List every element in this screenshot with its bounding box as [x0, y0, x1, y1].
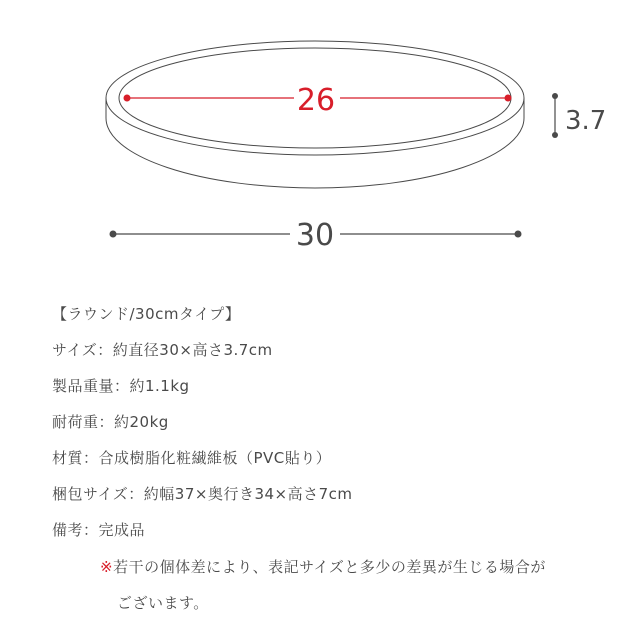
outer-diameter-left-dot	[110, 231, 117, 238]
height-dimension	[552, 93, 606, 138]
note-line-2: ございます。	[117, 594, 209, 612]
outer-diameter-dimension	[110, 218, 522, 253]
outer-diameter-label: 30	[295, 218, 335, 253]
spec-list	[52, 296, 612, 548]
disclaimer-note	[100, 549, 620, 621]
spec-package-size: 梱包サイズ：約幅37×奥行き34×高さ7cm	[52, 485, 353, 503]
note-line-1: 若干の個体差により、表記サイズと多少の差異が生じる場合が	[113, 558, 546, 576]
spec-heading: 【ラウンド/30cmタイプ】	[52, 305, 241, 323]
spec-material: 材質：合成樹脂化粧繊維板（PVC貼り）	[52, 449, 332, 467]
outer-diameter-right-dot	[515, 231, 522, 238]
inner-diameter-right-dot	[505, 95, 512, 102]
height-label: 3.7	[565, 106, 607, 136]
spec-remarks: 備考：完成品	[52, 521, 146, 539]
spec-load-capacity: 耐荷重：約20kg	[52, 413, 169, 431]
spec-size: サイズ：約直径30×高さ3.7cm	[52, 341, 273, 359]
inner-diameter-label: 26	[296, 83, 336, 118]
note-mark: ※	[100, 558, 114, 576]
inner-diameter-left-dot	[124, 95, 131, 102]
tray-dimension-diagram	[0, 0, 640, 270]
spec-weight: 製品重量：約1.1kg	[52, 377, 190, 395]
